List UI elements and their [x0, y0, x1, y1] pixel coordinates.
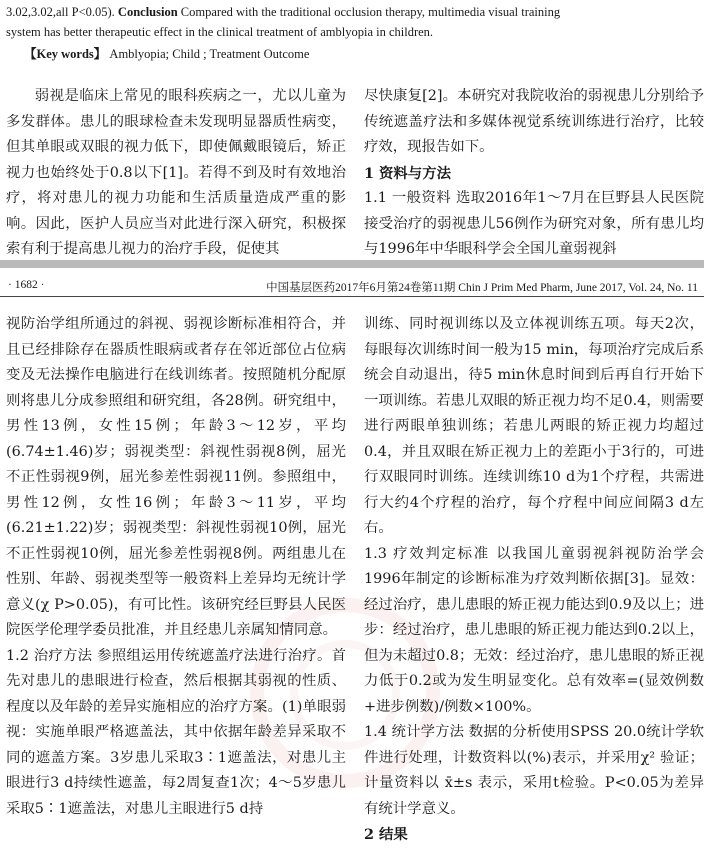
section-1-2-paragraph: 1.2 治疗方法 参照组运用传统遮盖疗法进行治疗。首先对患儿的患眼进行检查，然后根据其弱视的性质、程度以及年龄的差异实施相应的治疗方案。(1)单眼弱视：实施单眼严格遮盖法，其中依据年龄差异采取不同的遮盖方案。3岁患儿采取3∶1遮盖法，对患儿主眼进行3 d持续性遮盖，每2周复查1次；4～5岁患儿采取5∶1遮盖法，对患儿主眼进行5 d持 — [6, 647, 346, 817]
page1-left-column — [6, 84, 346, 260]
abstract-conclusion-line-2: system has better therapeutic effect in the clinical treatment of amblyopia in children. — [6, 25, 434, 39]
page2-right-column — [364, 312, 704, 843]
section-1-3-paragraph: 1.3 疗效判定标准 以我国儿童弱视斜视防治学会1996年制定的诊断标准为疗效判断依据[3]。显效：经过治疗，患儿患眼的矫正视力能达到0.9及以上；进步：经过治疗，患儿患眼的矫正视力能达到0.2以上，但为未超过0.8；无效：经过治疗，患儿患眼的矫正视力低于0.2或为发生明显变化。总有效率=(显效例数+进步例数)/例数×100%。 — [364, 545, 704, 715]
page-number: · 1682 · — [8, 279, 45, 291]
intro-continued-paragraph: 尽快康复[2]。本研究对我院收治的弱视患儿分别给予传统遮盖疗法和多媒体视觉系统训练进行治疗，比较疗效，现报告如下。 — [364, 88, 704, 155]
section-1-4-paragraph: 1.4 统计学方法 数据的分析使用SPSS 20.0统计学软件进行处理，计数资料以(%)表示，并采用χ² 验证；计量资料以 x̄±s 表示，采用t检验。P<0.05为差异有统计学意义。 — [364, 724, 704, 817]
page2-left-column — [6, 312, 346, 817]
journal-citation: 中国基层医药2017年6月第24卷第11期 Chin J Prim Med Pharm, June 2017, Vol. 24, No. 11 — [266, 282, 698, 294]
conclusion-label: Conclusion — [117, 5, 178, 19]
section-1-heading: 1 资料与方法 — [364, 164, 451, 182]
conclusion-text: Compared with the traditional occlusion therapy, multimedia visual training — [177, 5, 561, 19]
conclusion-prefix: 3.02,3.02,all P<0.05). — [6, 5, 115, 19]
section-2-heading: 2 结果 — [364, 826, 408, 843]
section-1-1-continued: 视防治学组所通过的斜视、弱视诊断标准相符合，并且已经排除存在器质性眼病或者存在邻近部位占位病变及无法操作电脑进行在线训练者。按照随机分配原则将患儿分成参照组和研究组，各28例。研究组中，男性13例，女性15例；年龄3～12岁，平均(6.74±1.46)岁；弱视类型：斜视性弱视8例，屈光不正性弱视9例，屈光参差性弱视11例。参照组中，男性12例，女性16例；年龄3～11岁，平均(6.21±1.22)岁；弱视类型：斜视性弱视10例，屈光不正性弱视10例，屈光参差性弱视8例。两组患儿在性别、年龄、弱视类型等一般资料上差异均无统计学意义(χ P>0.05)，有可比性。该研究经巨野县人民医院医学伦理学委员批准，并且经患儿亲属知情同意。 — [6, 316, 346, 638]
abstract-conclusion-line — [6, 4, 698, 20]
section-1-1-paragraph: 1.1 一般资料 选取2016年1～7月在巨野县人民医院接受治疗的弱视患儿56例作为研究对象，所有患儿均与1996年中华眼科学会全国儿童弱视斜 — [364, 190, 704, 257]
keywords-line — [24, 46, 698, 62]
intro-paragraph: 弱视是临床上常见的眼科疾病之一，尤以儿童为多发群体。患儿的眼球检查未发现明显器质性病变，但其单眼或双眼的视力低下，即使佩戴眼镜后，矫正视力也始终处于0.8以下[1]。若得不到及时有效地治疗，将对患儿的视力功能和生活质量造成严重的影响。因此，医护人员应当对此进行深入研究，积极探索有利于提高患儿视力的治疗手段，促使其 — [6, 88, 346, 257]
page1-right-column — [364, 84, 704, 260]
keywords-text: Amblyopia; Child ; Treatment Outcome — [106, 47, 310, 61]
keywords-label: 【Key words】 — [24, 47, 107, 61]
section-1-2-continued: 训练、同时视训练以及立体视训练五项。每天2次，每眼每次训练时间一般为15 min，每项治疗完成后系统会自动退出，待5 min休息时间到后再自行开始下一项训练。若患儿双眼的矫正视力均不足0.4，则需要进行两眼单独训练；若患儿两眼的矫正视力均超过0.4，并且双眼在矫正视力上的差距小于3行的，可进行双眼同时训练。连续训练10 d为1个疗程，共需进行大约4个疗程的治疗，每个疗程中间应间隔3 d左右。 — [364, 316, 704, 536]
running-header — [0, 278, 704, 297]
